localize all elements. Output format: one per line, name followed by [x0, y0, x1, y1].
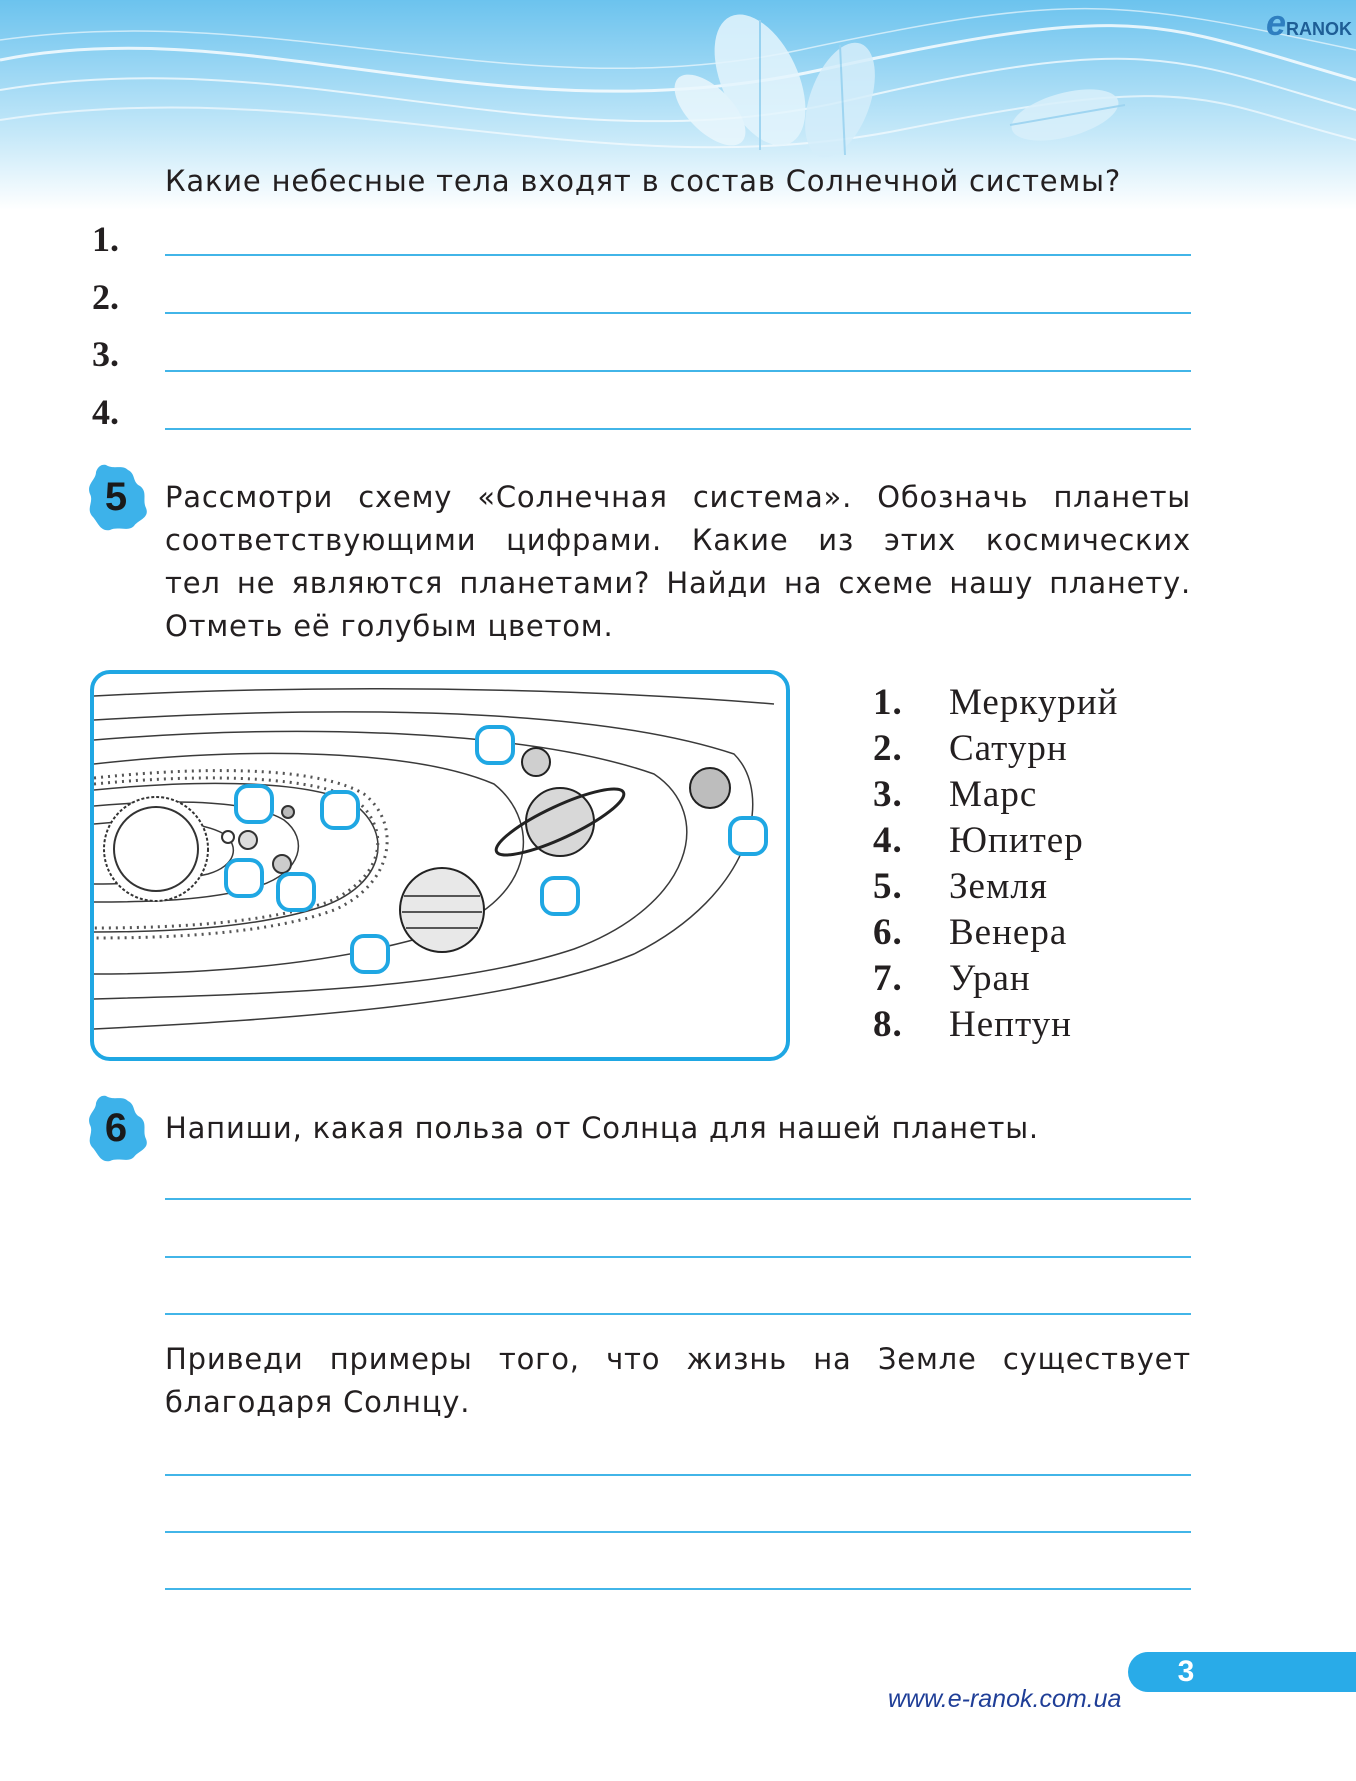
solar-system-diagram [90, 670, 790, 1061]
task-6-number: 6 [104, 1106, 128, 1150]
question-celestial-bodies: Какие небесные тела входят в состав Солнечной системы? [165, 164, 1122, 198]
task-6-badge [88, 1093, 150, 1163]
question-life-examples [165, 1338, 1191, 1424]
planet-name: Юпитер [949, 820, 1084, 861]
label-box[interactable] [322, 792, 358, 828]
planet-number: 5. [873, 866, 903, 907]
planet-name: Сатурн [949, 728, 1068, 769]
task-5-line: Рассмотри схему «Солнечная система». Обозначь планеты [165, 480, 1191, 514]
sun-icon [104, 797, 208, 901]
label-box[interactable] [730, 818, 766, 854]
answer-line-2[interactable] [165, 312, 1191, 314]
planet-item [873, 910, 1118, 956]
task-5-badge [88, 462, 150, 532]
label-box[interactable] [477, 727, 513, 763]
answer-line[interactable] [165, 1474, 1191, 1476]
planet-name: Нептун [949, 1004, 1072, 1045]
answer-line[interactable] [165, 1313, 1191, 1315]
answer-number-3: 3. [92, 334, 119, 374]
label-box[interactable] [352, 936, 388, 972]
page-number: 3 [1177, 1655, 1195, 1688]
planet-number: 3. [873, 774, 903, 815]
planet-number: 7. [873, 958, 903, 999]
question-line: благодаря Солнцу. [165, 1385, 471, 1419]
planet-number: 4. [873, 820, 903, 861]
task-5-instructions [165, 476, 1191, 648]
planet-number: 1. [873, 682, 903, 723]
website-link[interactable]: www.e-ranok.com.ua [888, 1685, 1122, 1713]
task-5-line: Отметь её голубым цветом. [165, 609, 614, 643]
task-5-line: тел не являются планетами? Найди на схеме нашу планету. [165, 566, 1191, 600]
answer-line-4[interactable] [165, 428, 1191, 430]
planet-list [873, 680, 1118, 1048]
answer-line[interactable] [165, 1588, 1191, 1590]
question-line: Приведи примеры того, что жизнь на Земле существует [165, 1342, 1191, 1376]
planet-name: Марс [949, 774, 1038, 815]
task-5-number: 5 [104, 475, 128, 519]
answer-line-3[interactable] [165, 370, 1191, 372]
planet-number: 2. [873, 728, 903, 769]
label-box[interactable] [278, 874, 314, 910]
solar-system-illustration [94, 674, 786, 1057]
jupiter-icon [400, 868, 484, 952]
answer-number-2: 2. [92, 277, 119, 317]
logo-text: RANOK [1286, 19, 1352, 39]
answer-line[interactable] [165, 1531, 1191, 1533]
planet-name: Венера [949, 912, 1068, 953]
answer-line-1[interactable] [165, 254, 1191, 256]
planet-name: Земля [949, 866, 1048, 907]
logo-e: e [1265, 2, 1286, 43]
planet-item [873, 772, 1118, 818]
planet-item [873, 680, 1118, 726]
answer-number-4: 4. [92, 392, 119, 432]
planet-name: Уран [949, 958, 1031, 999]
label-box[interactable] [542, 878, 578, 914]
answer-number-1: 1. [92, 219, 119, 259]
label-box[interactable] [226, 860, 262, 896]
task-6-question: Напиши, какая польза от Солнца для нашей планеты. [165, 1111, 1039, 1145]
task-5-line: соответствующими цифрами. Какие из этих космических [165, 523, 1191, 557]
planet-item [873, 818, 1118, 864]
saturn-icon [490, 778, 630, 866]
publisher-logo [1266, 2, 1352, 44]
planet-item [873, 726, 1118, 772]
planet-name: Меркурий [949, 682, 1119, 723]
planet-item [873, 1002, 1118, 1048]
planet-number: 6. [873, 912, 903, 953]
planet-item [873, 864, 1118, 910]
answer-line[interactable] [165, 1256, 1191, 1258]
label-box[interactable] [236, 786, 272, 822]
answer-line[interactable] [165, 1198, 1191, 1200]
planet-number: 8. [873, 1004, 903, 1045]
planet-item [873, 956, 1118, 1002]
